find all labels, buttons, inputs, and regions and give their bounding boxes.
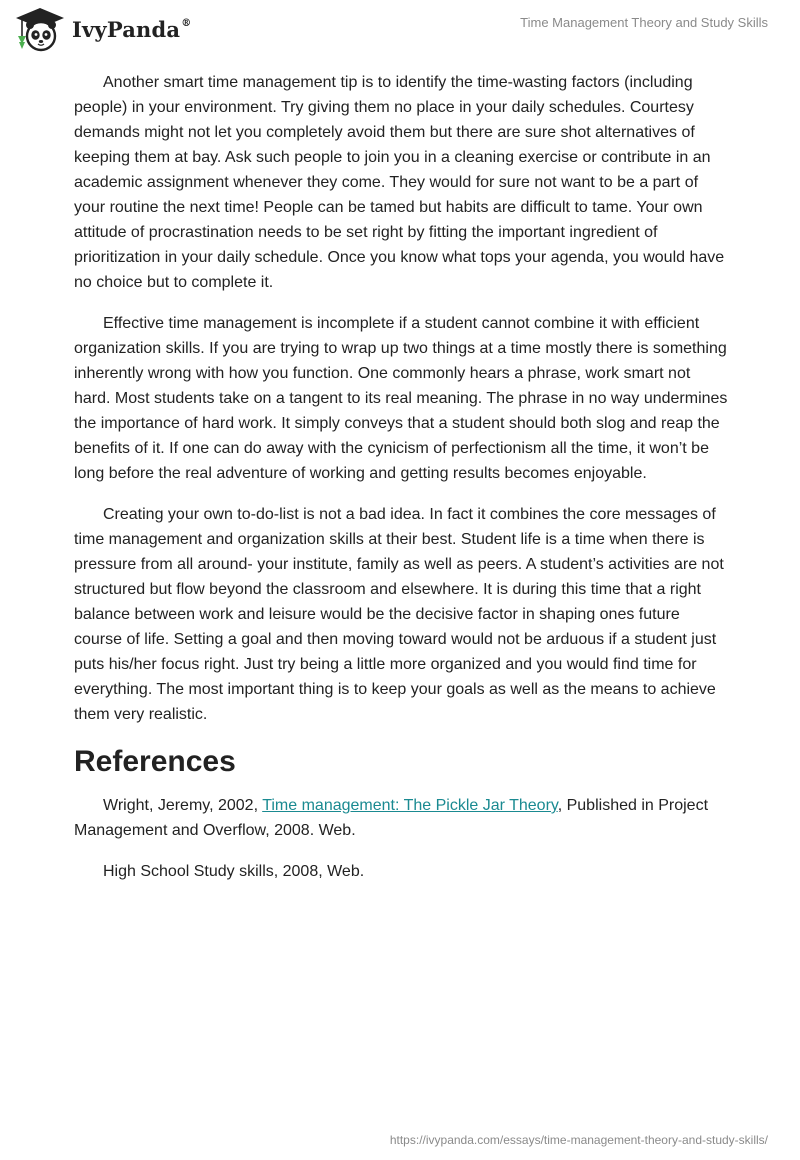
body-paragraph-1: Another smart time management tip is to identify the time-wasting factors (including people) in your environment. Try giving them no place in your daily schedules. Courtesy demands might not let you completely avoid them but there are sure shot alternatives of keeping them at bay. Ask such people to join you in a cleaning exercise or contribute in an academic assignment whenever they come. They would for sure not want to be a part of your routine the next time! People can be tamed but habits are difficult to tame. Your own attitude of procrastination needs to be set right by fitting the important ingredient of prioritization in your daily schedule. Once you know what tops your agenda, you would have no choice but to complete it. — [74, 74, 725, 291]
brand-name-text: IvyPanda — [72, 16, 181, 42]
body-paragraph-3: Creating your own to-do-list is not a bad idea. In fact it combines the core messages of time management and organization skills at their best. Student life is a time when there is pressure from all around- your institute, family as well as peers. A student’s activities are not structured but flow beyond the classroom and elsewhere. It is during this time that a right balance between work and leisure would be the decisive factor in shaping ones future course of life. Setting a goal and then moving toward would not be arduous if a student just puts his/her focus right. Just try being a little more organized and you would find time for everything. The most important thing is to keep your goals as well as the means to achieve them very realistic. — [74, 506, 724, 723]
reference-item-1 — [74, 793, 730, 843]
references-heading: References — [74, 745, 236, 778]
body-paragraph-2: Effective time management is incomplete if a student cannot combine it with efficient organization skills. If you are trying to wrap up two things at a time mostly there is something inherently wrong with how you function. One commonly hears a phrase, work smart not hard. Most students take on a tangent to its real meaning. The phrase in no way undermines the importance of hard work. It simply conveys that a student should both slog and reap the benefits of it. If one can do away with the cynicism of perfectionism all the time, it won’t be long before the real adventure of working and getting results becomes enjoyable. — [74, 315, 728, 482]
reference-item-2: High School Study skills, 2008, Web. — [103, 863, 365, 880]
reference-1-publication: , Published in Project Management and Overflow, 2008. Web. — [74, 797, 709, 839]
ivypanda-logo[interactable] — [14, 6, 191, 54]
footer-url: https://ivypanda.com/essays/time-management-theory-and-study-skills/ — [389, 1133, 768, 1147]
page-header — [0, 0, 800, 64]
brand-name — [72, 17, 191, 42]
essay-content — [74, 70, 730, 900]
registered-mark: ® — [181, 17, 192, 29]
reference-1-link[interactable]: Time management: The Pickle Jar Theory — [262, 797, 558, 814]
panda-graduate-logo-icon — [14, 6, 66, 54]
reference-1-authors: Wright, Jeremy, 2002, — [103, 797, 263, 814]
document-title: Time Management Theory and Study Skills — [520, 15, 768, 30]
